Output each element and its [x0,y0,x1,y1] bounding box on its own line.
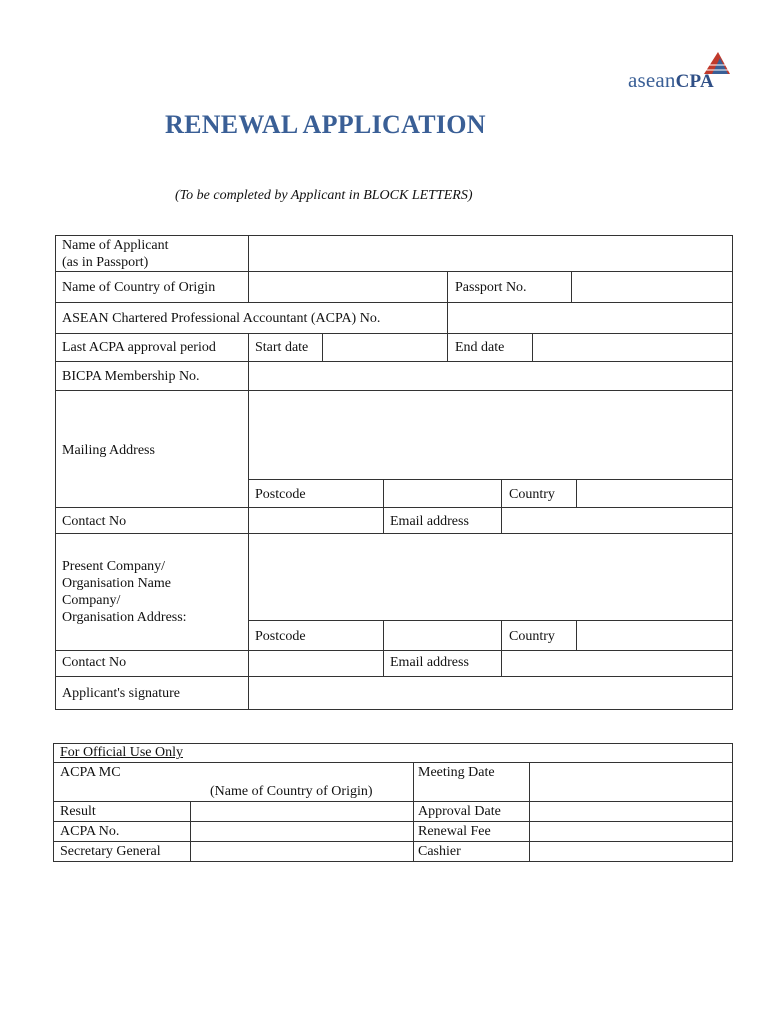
postcode-label: Postcode [255,487,306,502]
signature-field[interactable] [249,677,732,709]
email-address-label: Email address [390,514,469,529]
start-date-label: Start date [255,340,309,355]
country-field[interactable] [577,480,732,507]
aseancpa-logo [628,50,738,95]
company-email-field[interactable] [502,651,732,676]
logo-text: aseanCPA [628,68,714,92]
cashier-field[interactable] [530,842,732,861]
mailing-address-label: Mailing Address [62,443,155,458]
company-contact-no-label: Contact No [62,655,127,670]
postcode-field[interactable] [384,480,501,507]
result-label: Result [60,804,96,819]
name-country-origin-label: (Name of Country of Origin) [210,784,373,799]
meeting-date-field[interactable] [530,763,732,801]
email-address-field[interactable] [502,508,732,533]
company-postcode-field[interactable] [384,621,501,650]
approval-date-label: Approval Date [418,804,501,819]
last-approval-period-label: Last ACPA approval period [62,340,216,355]
approval-date-field[interactable] [530,802,732,821]
end-date-label: End date [455,340,505,355]
start-date-field[interactable] [323,334,447,361]
acpa-no-label: ASEAN Chartered Professional Accountant (ACPA) No. [62,311,381,326]
renewal-fee-label: Renewal Fee [418,824,491,839]
cashier-label: Cashier [418,844,461,859]
page-title: RENEWAL APPLICATION [165,110,486,139]
applicant-signature-label: Applicant's signature [62,686,180,701]
contact-no-label: Contact No [62,514,127,529]
company-email-label: Email address [390,655,469,670]
applicant-name-field[interactable] [249,236,732,271]
acpa-no-field[interactable] [448,303,732,333]
bicpa-membership-label: BICPA Membership No. [62,369,200,384]
acpa-mc-label: ACPA MC [60,765,121,780]
secretary-general-field[interactable] [191,842,413,861]
name-of-applicant-label: Name of Applicant (as in Passport) [62,238,169,270]
official-use-heading: For Official Use Only [60,745,183,760]
meeting-date-label: Meeting Date [418,765,495,780]
renewal-fee-field[interactable] [530,822,732,841]
company-address-field[interactable] [249,534,732,620]
passport-no-field[interactable] [572,272,732,302]
secretary-general-label: Secretary General [60,844,161,859]
result-field[interactable] [191,802,413,821]
company-country-label: Country [509,629,555,644]
country-label: Country [509,487,555,502]
mailing-address-field[interactable] [249,391,732,479]
company-country-field[interactable] [577,621,732,650]
company-contact-no-field[interactable] [249,651,383,676]
country-of-origin-field[interactable] [249,272,447,302]
company-postcode-label: Postcode [255,629,306,644]
page-subtitle: (To be completed by Applicant in BLOCK LETTERS) [175,188,473,203]
country-of-origin-label: Name of Country of Origin [62,280,216,295]
official-acpa-no-label: ACPA No. [60,824,120,839]
official-acpa-no-field[interactable] [191,822,413,841]
bicpa-membership-field[interactable] [249,362,732,390]
end-date-field[interactable] [533,334,732,361]
passport-no-label: Passport No. [455,280,527,295]
contact-no-field[interactable] [249,508,383,533]
present-company-label: Present Company/ Organisation Name Company/ Organisation Address: [62,559,187,625]
